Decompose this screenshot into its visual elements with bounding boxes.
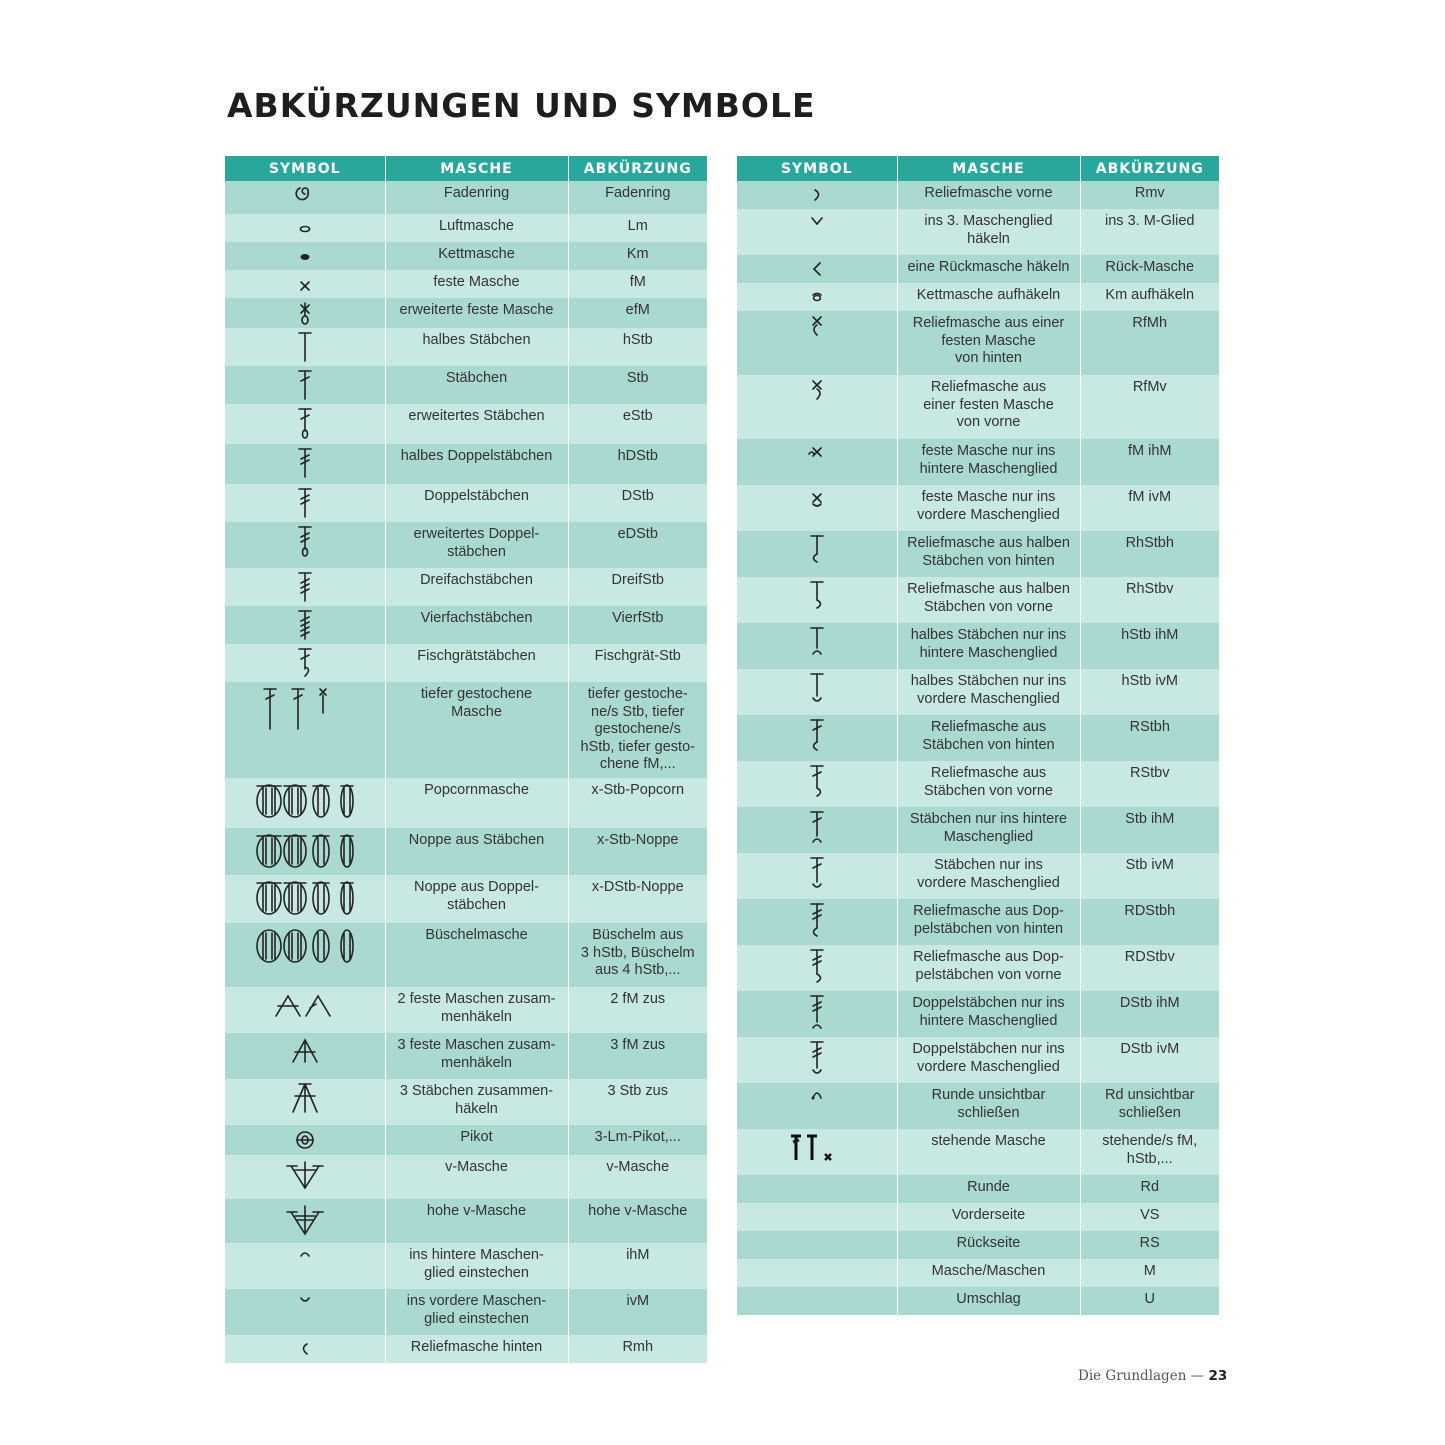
symbol-cell [737, 255, 897, 283]
abkuerzung-cell: Lm [568, 214, 707, 242]
masche-cell: Noppe aus Stäbchen [385, 828, 568, 875]
abkuerzung-cell: x-Stb-Noppe [568, 828, 707, 875]
table-row [225, 1155, 707, 1199]
symbol-cell [225, 214, 385, 242]
tall-v-stitch-icon [229, 1202, 381, 1238]
table-row [737, 899, 1219, 945]
abkuerzung-cell: RDStbv [1080, 945, 1219, 991]
symbol-cell [737, 1203, 897, 1231]
abkuerzung-cell: RS [1080, 1231, 1219, 1259]
table-header-row [225, 156, 707, 181]
symbol-cell [225, 1125, 385, 1155]
table-row [737, 807, 1219, 853]
masche-cell: Doppelstäbchen nur ins vordere Maschenglied [897, 1037, 1080, 1083]
abkuerzung-cell: fM ihM [1080, 439, 1219, 485]
masche-cell: feste Masche [385, 270, 568, 298]
symbol-cell [225, 644, 385, 682]
abkuerzung-cell: ivM [568, 1289, 707, 1335]
table-row [737, 1259, 1219, 1287]
abkuerzung-cell: Fischgrät-Stb [568, 644, 707, 682]
symbol-cell [737, 991, 897, 1037]
dc-flo-icon [741, 856, 893, 892]
table-row [225, 181, 707, 214]
symbol-cell [737, 807, 897, 853]
table-row [225, 875, 707, 923]
abkuerzung-cell: RhStbh [1080, 531, 1219, 577]
symbol-cell [225, 828, 385, 875]
page-number: 23 [1208, 1368, 1228, 1384]
masche-cell: 2 feste Maschen zusam- menhäkeln [385, 987, 568, 1033]
table-row [737, 1129, 1219, 1175]
abkuerzung-cell: fM ivM [1080, 485, 1219, 531]
abkuerzung-cell: ihM [568, 1243, 707, 1289]
table-row [225, 366, 707, 404]
abkuerzung-cell: DStb ivM [1080, 1037, 1219, 1083]
masche-cell: Runde unsichtbar schließen [897, 1083, 1080, 1129]
symbol-cell [225, 404, 385, 444]
extended-double-crochet-icon [229, 407, 381, 441]
abkuerzung-cell: VierfStb [568, 606, 707, 644]
abkuerzung-cell: 3 Stb zus [568, 1079, 707, 1125]
table-row [225, 404, 707, 444]
symbol-cell [737, 669, 897, 715]
table-row [225, 1125, 707, 1155]
abkuerzung-cell: Km aufhäkeln [1080, 283, 1219, 311]
front-post-icon [741, 184, 893, 204]
masche-cell: ins hintere Maschen- glied einstechen [385, 1243, 568, 1289]
symbol-cell [737, 715, 897, 761]
symbol-cell [225, 606, 385, 644]
table-row [225, 606, 707, 644]
masche-cell: Reliefmasche aus Stäbchen von vorne [897, 761, 1080, 807]
masche-cell: Reliefmasche aus Dop- pelstäbchen von hinten [897, 899, 1080, 945]
herringbone-stitch-icon [229, 647, 381, 679]
masche-cell: halbes Doppelstäbchen [385, 444, 568, 484]
symbol-cell [225, 1289, 385, 1335]
abkuerzung-cell: Km [568, 242, 707, 270]
table-row [737, 209, 1219, 255]
fptr-icon [741, 948, 893, 986]
masche-cell: Stäbchen [385, 366, 568, 404]
masche-cell: Büschelmasche [385, 923, 568, 987]
masche-cell: erweitertes Stäbchen [385, 404, 568, 444]
masche-cell: Runde [897, 1175, 1080, 1203]
masche-cell: Stäbchen nur ins vordere Maschenglied [897, 853, 1080, 899]
abkuerzung-cell: Rd [1080, 1175, 1219, 1203]
page-title: ABKÜRZUNGEN UND SYMBOLE [227, 86, 816, 125]
masche-cell: Kettmasche aufhäkeln [897, 283, 1080, 311]
abkuerzung-cell: hStb ihM [1080, 623, 1219, 669]
abkuerzung-cell: RStbh [1080, 715, 1219, 761]
table-row [737, 1231, 1219, 1259]
symbol-cell [225, 987, 385, 1033]
treble-crochet-icon [229, 487, 381, 519]
table-row [225, 1199, 707, 1243]
abkuerzung-cell: DStb ihM [1080, 991, 1219, 1037]
abkuerzung-cell: eDStb [568, 522, 707, 568]
masche-cell: Noppe aus Doppel- stäbchen [385, 875, 568, 923]
symbol-cell [737, 623, 897, 669]
masche-cell: tiefer gestochene Masche [385, 682, 568, 778]
masche-cell: Pikot [385, 1125, 568, 1155]
table-row [225, 328, 707, 366]
abkuerzung-cell: Rück-Masche [1080, 255, 1219, 283]
table-row [225, 444, 707, 484]
abkuerzung-cell: Stb ihM [1080, 807, 1219, 853]
masche-cell: Reliefmasche hinten [385, 1335, 568, 1363]
abkuerzung-cell: DStb [568, 484, 707, 522]
invisible-join-icon [741, 1086, 893, 1102]
symbol-cell [737, 283, 897, 311]
masche-cell: Doppelstäbchen nur ins hintere Maschenglied [897, 991, 1080, 1037]
symbol-cell [737, 1175, 897, 1203]
abkuerzung-cell: ins 3. M-Glied [1080, 209, 1219, 255]
table-row [225, 522, 707, 568]
table-row [737, 1083, 1219, 1129]
symbol-cell [737, 439, 897, 485]
abkuerzung-cell: tiefer gestoche- ne/s Stb, tiefer gestochene/s hStb, tiefer gesto- chene fM,... [568, 682, 707, 778]
table-row [225, 214, 707, 242]
table-row [737, 531, 1219, 577]
symbol-cell [225, 923, 385, 987]
table-row [225, 1335, 707, 1363]
masche-cell: v-Masche [385, 1155, 568, 1199]
symbol-cell [225, 1079, 385, 1125]
table-row [737, 283, 1219, 311]
table-row [737, 485, 1219, 531]
masche-cell: Luftmasche [385, 214, 568, 242]
masche-cell: 3 feste Maschen zusam- menhäkeln [385, 1033, 568, 1079]
masche-cell: Reliefmasche aus Dop- pelstäbchen von vorne [897, 945, 1080, 991]
puff-stitch-icon [229, 926, 381, 966]
abkuerzung-cell: DreifStb [568, 568, 707, 606]
abkuerzung-cell: Rmh [568, 1335, 707, 1363]
symbol-cell [737, 181, 897, 209]
masche-cell: halbes Stäbchen nur ins hintere Maschenglied [897, 623, 1080, 669]
masche-cell: Popcornmasche [385, 778, 568, 828]
table-row [737, 623, 1219, 669]
sc3tog-icon [229, 1036, 381, 1066]
table-row [737, 945, 1219, 991]
masche-cell: Umschlag [897, 1287, 1080, 1315]
footer-section: Die Grundlagen — [1078, 1368, 1205, 1384]
table-row [225, 242, 707, 270]
table-row [225, 987, 707, 1033]
abkuerzung-cell: 2 fM zus [568, 987, 707, 1033]
slip-stitch-icon [229, 245, 381, 265]
masche-cell: eine Rückmasche häkeln [897, 255, 1080, 283]
header-symbol: SYMBOL [737, 156, 897, 181]
symbol-cell [225, 682, 385, 778]
abkuerzung-cell: RStbv [1080, 761, 1219, 807]
symbol-cell [737, 531, 897, 577]
bobble-treble-icon [229, 878, 381, 918]
header-abkuerzung: ABKÜRZUNG [1080, 156, 1219, 181]
table-row [737, 1287, 1219, 1315]
table-row [225, 828, 707, 875]
table-row [225, 484, 707, 522]
masche-cell: Reliefmasche aus halben Stäbchen von hinten [897, 531, 1080, 577]
v-stitch-icon [229, 1158, 381, 1192]
sc-flo-icon [741, 488, 893, 508]
quadruple-treble-icon [229, 609, 381, 641]
abkuerzung-cell: x-DStb-Noppe [568, 875, 707, 923]
masche-cell: erweiterte feste Masche [385, 298, 568, 328]
table-row [225, 1243, 707, 1289]
magic-ring-icon [229, 184, 381, 204]
symbol-cell [225, 484, 385, 522]
symbol-cell [737, 1129, 897, 1175]
abkuerzung-cell: 3 fM zus [568, 1033, 707, 1079]
symbol-cell [225, 778, 385, 828]
symbol-cell [225, 444, 385, 484]
back-post-icon [229, 1338, 381, 1358]
symbol-cell [737, 1231, 897, 1259]
masche-cell: Reliefmasche aus Stäbchen von hinten [897, 715, 1080, 761]
triple-treble-icon [229, 571, 381, 603]
masche-cell: Fischgrätstäbchen [385, 644, 568, 682]
abkuerzung-cell: Stb ivM [1080, 853, 1219, 899]
abkuerzung-cell: VS [1080, 1203, 1219, 1231]
table-row [225, 778, 707, 828]
bpsc-icon [741, 314, 893, 338]
symbol-cell [737, 485, 897, 531]
hdc-flo-icon [741, 672, 893, 706]
sc2tog-icon [229, 990, 381, 1020]
symbol-cell [737, 1287, 897, 1315]
masche-cell: Reliefmasche aus einer festen Masche von vorne [897, 375, 1080, 439]
symbol-cell [737, 375, 897, 439]
bptr-icon [741, 902, 893, 940]
abkuerzung-cell: RfMv [1080, 375, 1219, 439]
symbol-cell [225, 1033, 385, 1079]
standing-stitch-icon [741, 1132, 893, 1168]
abkuerzung-cell: eStb [568, 404, 707, 444]
extended-single-crochet-icon [229, 301, 381, 327]
symbol-cell [225, 298, 385, 328]
abkuerzung-cell: v-Masche [568, 1155, 707, 1199]
header-masche: MASCHE [897, 156, 1080, 181]
abkuerzung-cell: RhStbv [1080, 577, 1219, 623]
symbol-cell [225, 1243, 385, 1289]
abkuerzung-cell: fM [568, 270, 707, 298]
surface-slip-stitch-icon [741, 286, 893, 306]
table-row [737, 1037, 1219, 1083]
symbol-cell [225, 1155, 385, 1199]
single-crochet-icon [229, 273, 381, 293]
abkuerzung-cell: hStb ivM [1080, 669, 1219, 715]
symbol-table-left [225, 156, 707, 1363]
back-loop-icon [229, 1246, 381, 1262]
popcorn-icon [229, 781, 381, 821]
masche-cell: stehende Masche [897, 1129, 1080, 1175]
masche-cell: Vorderseite [897, 1203, 1080, 1231]
table-row [737, 255, 1219, 283]
abkuerzung-cell: hDStb [568, 444, 707, 484]
double-crochet-icon [229, 369, 381, 401]
symbol-cell [737, 853, 897, 899]
fphdc-icon [741, 580, 893, 614]
half-double-crochet-icon [229, 331, 381, 363]
masche-cell: halbes Stäbchen nur ins vordere Maschenglied [897, 669, 1080, 715]
masche-cell: erweitertes Doppel- stäbchen [385, 522, 568, 568]
masche-cell: Masche/Maschen [897, 1259, 1080, 1287]
symbol-cell [225, 270, 385, 298]
reverse-stitch-icon [741, 258, 893, 278]
symbol-cell [225, 366, 385, 404]
abkuerzung-cell: M [1080, 1259, 1219, 1287]
table-row [225, 1079, 707, 1125]
header-masche: MASCHE [385, 156, 568, 181]
bphdc-icon [741, 534, 893, 568]
symbol-cell [225, 1199, 385, 1243]
symbol-cell [737, 945, 897, 991]
sc-blo-icon [741, 442, 893, 462]
symbol-cell [225, 328, 385, 366]
fpdc-icon [741, 764, 893, 800]
spike-stitch-icon [229, 685, 381, 733]
table-header-row [737, 156, 1219, 181]
table-row [737, 1175, 1219, 1203]
table-row [737, 311, 1219, 375]
masche-cell: Kettmasche [385, 242, 568, 270]
symbol-cell [737, 577, 897, 623]
abkuerzung-cell: hStb [568, 328, 707, 366]
bobble-icon [229, 831, 381, 871]
masche-cell: ins vordere Maschen- glied einstechen [385, 1289, 568, 1335]
symbol-cell [737, 311, 897, 375]
table-row [737, 761, 1219, 807]
third-loop-icon [741, 212, 893, 230]
abkuerzung-cell: U [1080, 1287, 1219, 1315]
table-row [225, 568, 707, 606]
table-row [737, 1203, 1219, 1231]
half-treble-crochet-icon [229, 447, 381, 479]
table-row [225, 298, 707, 328]
masche-cell: Fadenring [385, 181, 568, 214]
abkuerzung-cell: Stb [568, 366, 707, 404]
picot-icon [229, 1128, 381, 1152]
symbol-cell [225, 568, 385, 606]
symbol-cell [737, 1083, 897, 1129]
masche-cell: feste Masche nur ins hintere Maschenglied [897, 439, 1080, 485]
masche-cell: Reliefmasche vorne [897, 181, 1080, 209]
table-row [225, 1033, 707, 1079]
masche-cell: Reliefmasche aus halben Stäbchen von vorne [897, 577, 1080, 623]
dc-blo-icon [741, 810, 893, 846]
table-row [737, 375, 1219, 439]
masche-cell: Stäbchen nur ins hintere Maschenglied [897, 807, 1080, 853]
masche-cell: Vierfachstäbchen [385, 606, 568, 644]
fpsc-icon [741, 378, 893, 402]
symbol-cell [225, 181, 385, 214]
table-row [225, 1289, 707, 1335]
table-row [225, 923, 707, 987]
tr-flo-icon [741, 1040, 893, 1078]
page-footer [1078, 1368, 1227, 1384]
symbol-cell [737, 761, 897, 807]
symbol-cell [225, 522, 385, 568]
masche-cell: Doppelstäbchen [385, 484, 568, 522]
abkuerzung-cell: stehende/s fM, hStb,... [1080, 1129, 1219, 1175]
table-row [225, 644, 707, 682]
masche-cell: 3 Stäbchen zusammen- häkeln [385, 1079, 568, 1125]
tr-blo-icon [741, 994, 893, 1032]
masche-cell: hohe v-Masche [385, 1199, 568, 1243]
symbol-cell [737, 1259, 897, 1287]
table-row [737, 439, 1219, 485]
symbol-cell [737, 1037, 897, 1083]
table-row [225, 682, 707, 778]
abkuerzung-cell: RfMh [1080, 311, 1219, 375]
abkuerzung-cell: efM [568, 298, 707, 328]
masche-cell: feste Masche nur ins vordere Maschenglied [897, 485, 1080, 531]
table-row [737, 715, 1219, 761]
bpdc-icon [741, 718, 893, 754]
symbol-cell [225, 875, 385, 923]
table-row [737, 991, 1219, 1037]
abkuerzung-cell: RDStbh [1080, 899, 1219, 945]
abkuerzung-cell: Rd unsichtbar schließen [1080, 1083, 1219, 1129]
chain-stitch-icon [229, 217, 381, 237]
masche-cell: Reliefmasche aus einer festen Masche von hinten [897, 311, 1080, 375]
dc3tog-icon [229, 1082, 381, 1114]
symbol-table-right [737, 156, 1219, 1315]
masche-cell: halbes Stäbchen [385, 328, 568, 366]
symbol-cell [225, 1335, 385, 1363]
symbol-cell [737, 899, 897, 945]
table-row [737, 669, 1219, 715]
header-symbol: SYMBOL [225, 156, 385, 181]
header-abkuerzung: ABKÜRZUNG [568, 156, 707, 181]
table-row [737, 853, 1219, 899]
extended-treble-crochet-icon [229, 525, 381, 559]
symbol-cell [737, 209, 897, 255]
masche-cell: Rückseite [897, 1231, 1080, 1259]
table-row [737, 577, 1219, 623]
abkuerzung-cell: Büschelm aus 3 hStb, Büschelm aus 4 hStb,... [568, 923, 707, 987]
front-loop-icon [229, 1292, 381, 1308]
abkuerzung-cell: 3-Lm-Pikot,... [568, 1125, 707, 1155]
table-row [225, 270, 707, 298]
symbol-cell [225, 242, 385, 270]
hdc-blo-icon [741, 626, 893, 660]
table-row [737, 181, 1219, 209]
abkuerzung-cell: hohe v-Masche [568, 1199, 707, 1243]
masche-cell: Dreifachstäbchen [385, 568, 568, 606]
abkuerzung-cell: x-Stb-Popcorn [568, 778, 707, 828]
abkuerzung-cell: Rmv [1080, 181, 1219, 209]
abkuerzung-cell: Fadenring [568, 181, 707, 214]
masche-cell: ins 3. Maschenglied häkeln [897, 209, 1080, 255]
